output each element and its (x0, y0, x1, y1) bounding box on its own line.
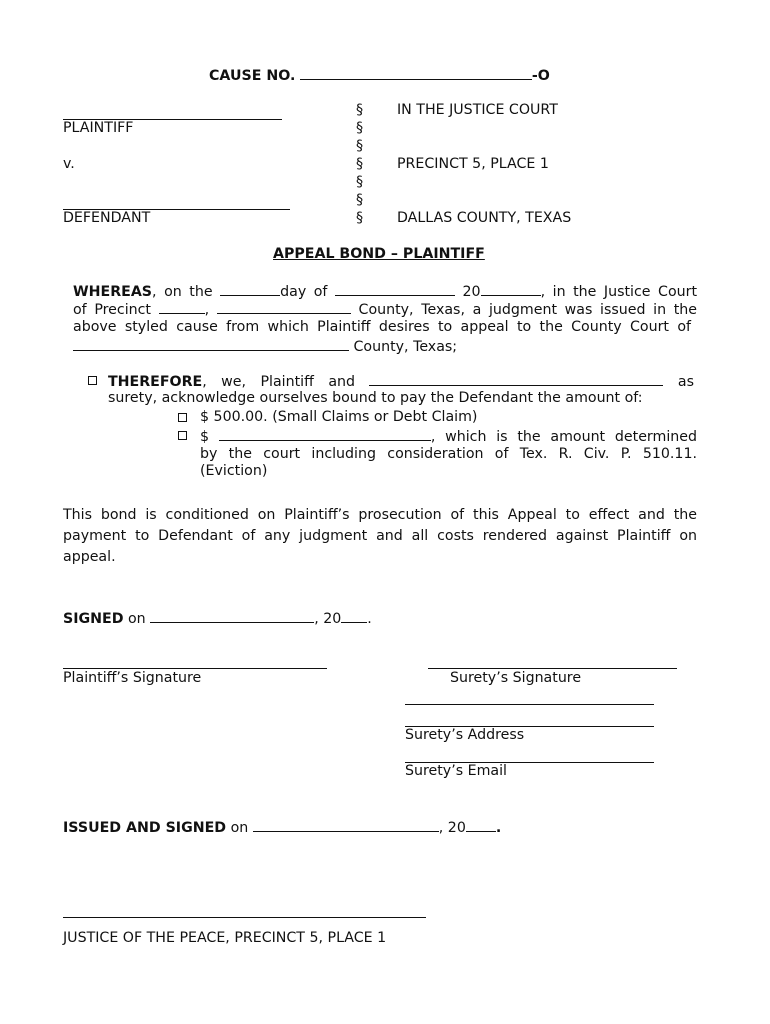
section-symbol: § (356, 120, 364, 136)
small-claims-checkbox[interactable] (178, 413, 187, 422)
signed-date-blank (150, 609, 314, 623)
judge-signature-line (63, 917, 426, 918)
whereas-line-1 (73, 282, 697, 301)
versus-label: v. (63, 156, 75, 172)
whereas-text: of Precinct (73, 302, 151, 318)
issued-label: ISSUED AND SIGNED (63, 820, 227, 836)
signed-year-blank (341, 609, 367, 623)
eviction-amount-blank (219, 427, 431, 441)
whereas-text: County, Texas, a judgment was issued in the (358, 302, 698, 318)
eviction-checkbox[interactable] (178, 431, 187, 440)
plaintiff-signature-line (63, 668, 327, 669)
whereas-line-2 (73, 300, 697, 319)
signed-date-line (63, 609, 372, 628)
cause-number-label: CAUSE NO. (209, 68, 296, 84)
therefore-checkbox[interactable] (88, 376, 97, 385)
small-claims-option: $ 500.00. (Small Claims or Debt Claim) (200, 409, 478, 425)
whereas-line-3: above styled cause from which Plaintiff desires to appeal to the County Court of (73, 319, 691, 335)
whereas-lead: WHEREAS (73, 284, 153, 300)
judge-title: JUSTICE OF THE PEACE, PRECINCT 5, PLACE 1 (63, 930, 387, 946)
eviction-option-line-3: (Eviction) (200, 463, 268, 479)
county-blank (217, 300, 351, 314)
therefore-line-1 (108, 372, 694, 391)
issued-text: on (230, 820, 249, 836)
section-symbol: § (356, 138, 364, 154)
eviction-option-line-1 (200, 427, 697, 446)
bond-condition-paragraph: This bond is conditioned on Plaintiff’s prosecution of this Appeal to effect and the payment to Defendant of any judgment and all costs rendered against Plaintiff on appeal. (63, 507, 697, 565)
plaintiff-signature-label: Plaintiff’s Signature (63, 670, 202, 686)
day-blank (220, 282, 280, 296)
issued-date-line (63, 818, 501, 837)
therefore-text: as (677, 374, 695, 390)
surety-signature-line (428, 668, 677, 669)
surety-address-line-1 (405, 704, 654, 705)
section-symbol: § (356, 156, 364, 172)
surety-address-label: Surety’s Address (405, 727, 525, 743)
signed-text: . (367, 611, 372, 627)
eviction-text: $ (200, 429, 210, 445)
county-name: DALLAS COUNTY, TEXAS (397, 210, 572, 226)
whereas-text: , (204, 302, 210, 318)
cause-number-blank (300, 66, 532, 80)
whereas-text: County, Texas; (353, 339, 458, 355)
signed-label: SIGNED (63, 611, 124, 627)
section-symbol: § (356, 210, 364, 226)
issued-text: . (495, 820, 502, 836)
whereas-line-4 (73, 337, 457, 356)
appeal-county-blank (73, 337, 349, 351)
eviction-text: , which is the amount determined (430, 429, 697, 445)
whereas-text: day of (280, 284, 328, 300)
issued-date-blank (253, 818, 439, 832)
plaintiff-label: PLAINTIFF (63, 120, 134, 136)
precinct-name: PRECINCT 5, PLACE 1 (397, 156, 549, 172)
signed-text: on (128, 611, 146, 627)
court-name: IN THE JUSTICE COURT (397, 102, 558, 118)
issued-text: , 20 (438, 820, 466, 836)
surety-signature-label: Surety’s Signature (450, 670, 582, 686)
section-symbol: § (356, 192, 364, 208)
section-symbol: § (356, 102, 364, 118)
therefore-lead: THEREFORE (108, 374, 203, 390)
signed-text: , 20 (314, 611, 342, 627)
year-blank (481, 282, 541, 296)
whereas-text: , on the (152, 284, 213, 300)
cause-number-line (209, 66, 550, 85)
document-title: APPEAL BOND – PLAINTIFF (273, 246, 485, 262)
issued-year-blank (466, 818, 496, 832)
month-blank (335, 282, 455, 296)
surety-name-blank (369, 372, 663, 386)
section-symbol: § (356, 174, 364, 190)
therefore-text: , we, Plaintiff and (202, 374, 356, 390)
whereas-text: 20 (462, 284, 481, 300)
therefore-line-2: surety, acknowledge ourselves bound to pay the Defendant the amount of: (108, 390, 643, 406)
surety-email-label: Surety’s Email (405, 763, 507, 779)
precinct-blank (159, 300, 205, 314)
eviction-option-line-2: by the court including consideration of Tex. R. Civ. P. 510.11. (200, 446, 697, 462)
cause-number-suffix: -O (531, 68, 550, 84)
defendant-label: DEFENDANT (63, 210, 151, 226)
whereas-text: , in the Justice Court (540, 284, 698, 300)
